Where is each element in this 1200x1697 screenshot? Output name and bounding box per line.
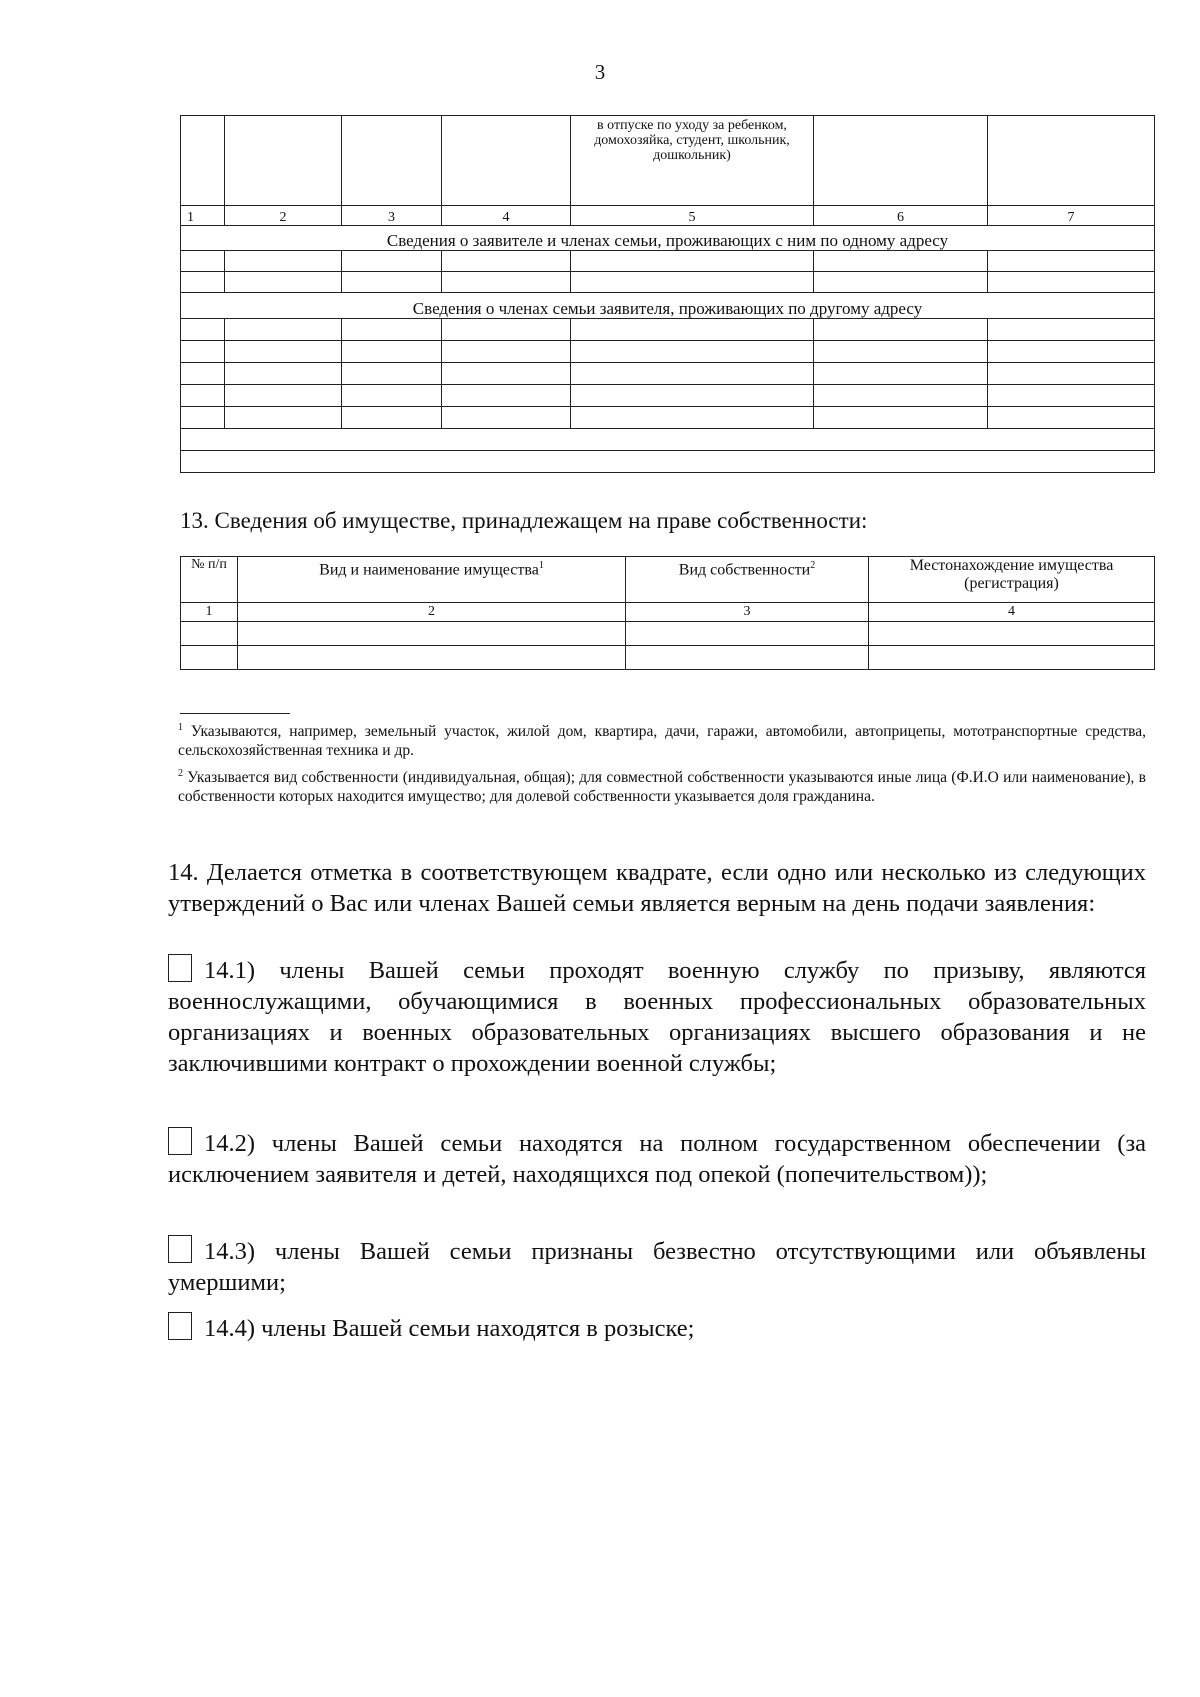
checkbox-item-14-1 [168,954,1146,1079]
item-label: 14.3) члены Вашей семьи признаны безвестно отсутствующими или объявлены умершими; [168,1238,1146,1296]
item-label: 14.1) члены Вашей семьи проходят военную службу по призыву, являются военнослужащими, обучающимися в военных профессиональных образовательных организациях и военных образовательных организациях высшего образования и не заключившими контракт о прохождении военной службы; [168,957,1146,1077]
table-row [181,622,1155,646]
table-row [181,646,1155,670]
table-row [181,251,1155,272]
item-label: 14.2) члены Вашей семьи находятся на полном государственном обеспечении (за исключением заявителя и детей, находящихся под опекой (попечительством)); [168,1130,1146,1188]
table-row [181,319,1155,341]
header-kind: Вид и наименование имущества$^1$ [238,557,626,603]
checkbox-14-1[interactable] [168,954,192,982]
checkbox-14-4[interactable] [168,1312,192,1340]
footnote-separator [180,713,290,714]
footnote-2: $^2$ Указывается вид собственности (индивидуальная, общая); для совместной собственности указываются иные лица (Ф.И.О или наименование), в собственности которых находится имущество; для долевой собственности указывается доля гражданина. [178,768,1146,806]
header-location: Местонахождение имущества (регистрация) [869,557,1155,603]
table-row [181,451,1155,473]
column-numbers-row: 1 2 3 4 [181,603,1155,622]
table-row [181,272,1155,293]
section-13-title: 13. Сведения об имуществе, принадлежащем на праве собственности: [180,508,868,533]
table-row [181,429,1155,451]
section-same-address-title: Сведения о заявителе и членах семьи, проживающих с ним по одному адресу [181,226,1155,251]
item-label: 14.4) члены Вашей семьи находятся в розыске; [204,1315,695,1342]
section-14-intro: 14. Делается отметка в соответствующем квадрате, если одно или несколько из следующих утверждений о Вас или членах Вашей семьи является верным на день подачи заявления: [168,859,1146,917]
checkbox-14-3[interactable] [168,1235,192,1263]
family-members-table [180,115,1155,473]
table-row [181,363,1155,385]
checkbox-item-14-4 [168,1312,1146,1344]
page-number: 3 [594,60,606,84]
table-row [181,385,1155,407]
section-other-address-title: Сведения о членах семьи заявителя, проживающих по другому адресу [181,293,1155,319]
header-num: № п/п [181,557,238,603]
checkbox-item-14-3 [168,1235,1146,1298]
checkbox-14-2[interactable] [168,1127,192,1155]
footnote-1: $^1$ Указываются, например, земельный участок, жилой дом, квартира, дачи, гаражи, автомобили, автоприцепы, мототранспортные средства, сельскохозяйственная техника и др. [178,722,1146,760]
header-row [181,557,1155,603]
header-ownership: Вид собственности$^2$ [626,557,869,603]
header-row [181,116,1155,206]
checkbox-item-14-2 [168,1127,1146,1190]
table-row [181,407,1155,429]
header-col5-text: в отпуске по уходу за ребенком, домохозяйка, студент, школьник, дошкольник) [571,116,814,206]
column-numbers-row: 1 2 3 4 5 6 7 [181,206,1155,226]
table-row [181,341,1155,363]
property-table [180,556,1155,670]
